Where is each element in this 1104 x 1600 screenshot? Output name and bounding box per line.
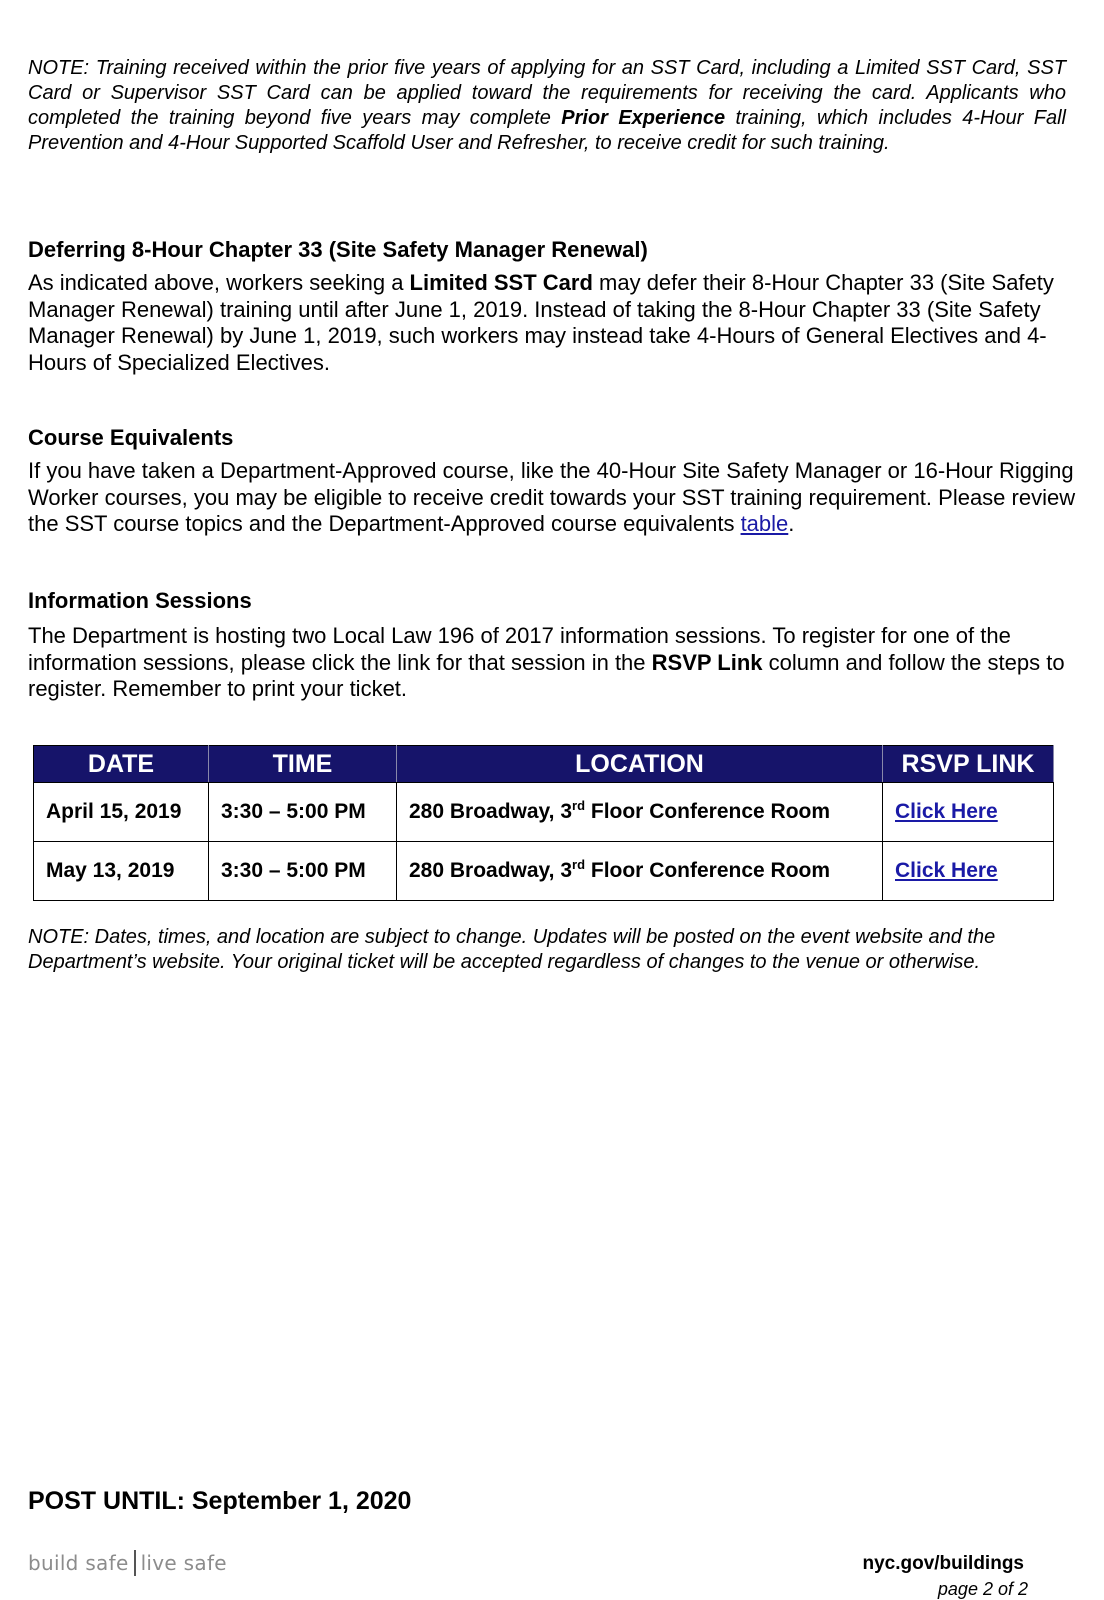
location-text: Floor Conference Room	[585, 800, 831, 823]
column-header-rsvp: RSVP LINK	[883, 746, 1054, 783]
column-header-time: TIME	[209, 746, 397, 783]
location-ordinal: rd	[572, 857, 586, 872]
heading-course-equivalents: Course Equivalents	[28, 425, 234, 450]
paragraph-text: column and follow the steps to register. Remember to print your ticket.	[28, 649, 1065, 701]
paragraph-text: .	[788, 511, 795, 536]
post-until: POST UNTIL: September 1, 2020	[28, 1487, 412, 1515]
heading-deferring: Deferring 8-Hour Chapter 33 (Site Safety Manager Renewal)	[28, 237, 648, 262]
location-text: Floor Conference Room	[585, 859, 831, 882]
note-subject-to-change: NOTE: Dates, times, and location are subject to change. Updates will be posted on the event website and the Department’s website. Your original ticket will be accepted regardless of changes to the venue or otherwise.	[28, 926, 996, 973]
column-header-date: DATE	[34, 746, 209, 783]
brand-right: live safe	[140, 1551, 227, 1575]
rsvp-link[interactable]: Click Here	[895, 859, 998, 882]
paragraph-course-equivalents	[28, 458, 1078, 538]
paragraph-text: As indicated above, workers seeking a	[28, 270, 410, 295]
cell-time: 3:30 – 5:00 PM	[209, 842, 397, 901]
table-link[interactable]: table	[740, 511, 789, 536]
page-number: page 2 of 2	[937, 1579, 1028, 1599]
paragraph-text: may defer their 8-Hour Chapter 33 (Site Safety Manager Renewal) training until after June 1, 2019. Instead of taking the 8-Hour Chapter 33 (Site Safety Manager Renewal) by June 1, 2019, such workers may instead take 4-Hours of General Electives and 4-Hours of Specialized Electives.	[28, 270, 1054, 375]
paragraph-bold-term: Limited SST Card	[409, 270, 593, 295]
cell-rsvp	[883, 783, 1054, 842]
paragraph-text: If you have taken a Department-Approved course, like the 40-Hour Site Safety Manager or 16-Hour Rigging Worker courses, you may be eligible to receive credit towards your SST training requirement. Please review the SST course topics and the Department-Approved course equivalents	[28, 458, 1076, 536]
paragraph-deferring	[28, 270, 1078, 376]
footer-brand-logo	[28, 1550, 227, 1576]
cell-rsvp	[883, 842, 1054, 901]
table-row	[34, 783, 1054, 842]
cell-location	[397, 842, 883, 901]
footer-url: nyc.gov/buildings	[862, 1553, 1024, 1574]
note-text: training, which includes 4-Hour Fall Prevention and 4-Hour Supported Scaffold User and Refresher, to receive credit for such training.	[28, 107, 1066, 154]
paragraph-bold-term: RSVP Link	[651, 649, 763, 675]
cell-date: April 15, 2019	[34, 783, 209, 842]
brand-left: build safe	[28, 1551, 129, 1575]
cell-location	[397, 783, 883, 842]
cell-date: May 13, 2019	[34, 842, 209, 901]
note-prior-training	[28, 56, 1066, 156]
location-ordinal: rd	[572, 798, 586, 813]
location-text: 280 Broadway, 3	[409, 859, 573, 882]
table-header-row	[34, 746, 1054, 783]
rsvp-link[interactable]: Click Here	[895, 800, 998, 823]
column-header-location: LOCATION	[397, 746, 883, 783]
location-text: 280 Broadway, 3	[409, 800, 573, 823]
heading-information-sessions: Information Sessions	[28, 588, 252, 613]
sessions-table	[33, 745, 1054, 901]
table-row	[34, 842, 1054, 901]
cell-time: 3:30 – 5:00 PM	[209, 783, 397, 842]
note-bold-term: Prior Experience	[561, 107, 726, 129]
paragraph-text: The Department is hosting two Local Law 196 of 2017 information sessions. To register for one of the information sessions, please click the link for that session in the	[28, 623, 1011, 675]
paragraph-information-sessions	[28, 623, 1078, 703]
brand-divider	[134, 1550, 136, 1576]
note-text: NOTE: Training received within the prior five years of applying for an SST Card, including a Limited SST Card, SST Card or Supervisor SST Card can be applied toward the requirements for receiving the card. Applicants who completed the training beyond five years may complete	[28, 57, 1066, 129]
